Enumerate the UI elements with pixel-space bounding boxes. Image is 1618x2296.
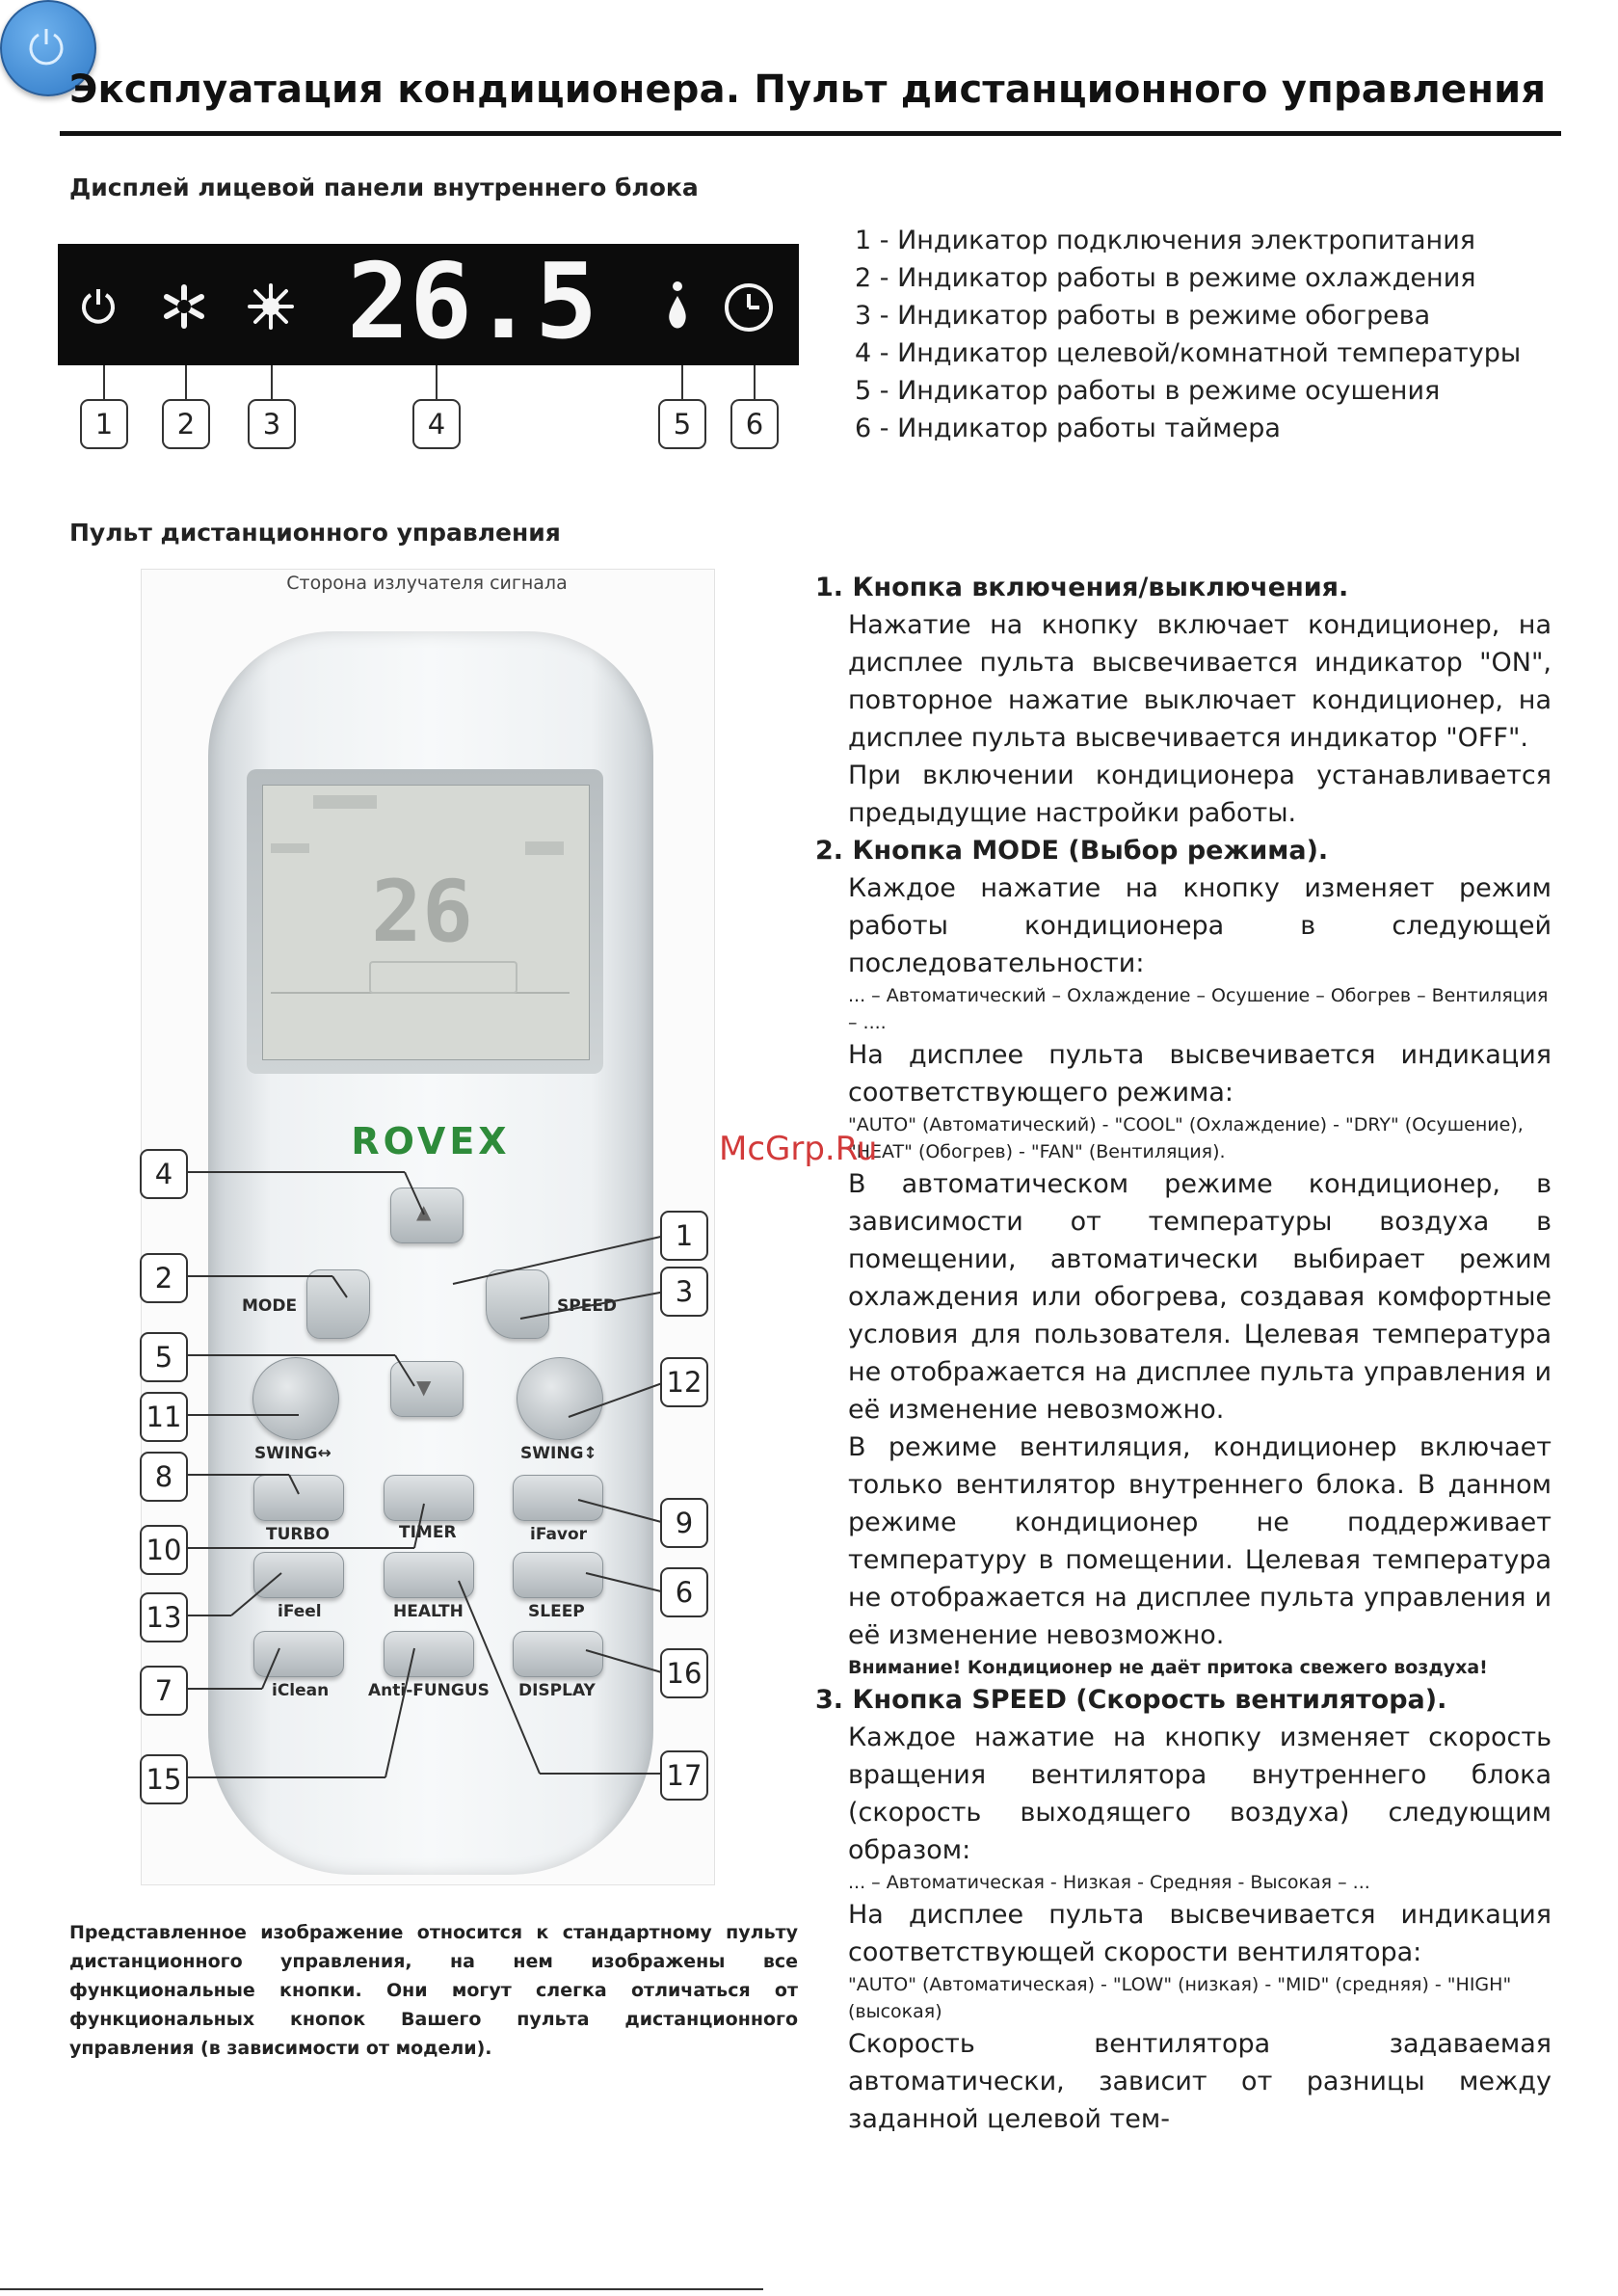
remote-callout-11: 11 — [140, 1392, 188, 1442]
description-column — [815, 569, 1552, 2138]
legend-item-5: 5 - Индикатор работы в режиме осушения — [855, 376, 1441, 406]
lcd-segment — [525, 841, 564, 855]
item3-paragraph-2: На дисплее пульта высвечивается индикация соответствующей скорости вентилятора: — [848, 1900, 1552, 1967]
remote-callout-5: 5 — [140, 1332, 188, 1382]
remote-callout-4: 4 — [140, 1149, 188, 1199]
remote-callout-16: 16 — [660, 1648, 708, 1698]
panel-callout-1: 1 — [80, 399, 128, 449]
item3-paragraph-3: Скорость вентилятора задаваемая автоматически, зависит от разницы между заданной целевой тем- — [848, 2029, 1552, 2134]
remote-callout-lines — [0, 1108, 732, 1802]
panel-callout-4: 4 — [412, 399, 461, 449]
item3-speeds: "AUTO" (Автоматическая) - "LOW" (низкая) - "MID" (средняя) - "HIGH" (высокая) — [848, 1974, 1512, 2022]
remote-callout-13: 13 — [140, 1592, 188, 1642]
arrow-up-icon: ▲ — [416, 1200, 432, 1223]
lcd-segment — [271, 843, 309, 853]
display-label: DISPLAY — [518, 1681, 596, 1700]
remote-callout-15: 15 — [140, 1754, 188, 1804]
legend-item-4: 4 - Индикатор целевой/комнатной температуры — [855, 338, 1522, 368]
sleep-label: SLEEP — [528, 1602, 585, 1621]
panel-heading: Дисплей лицевой панели внутреннего блока — [69, 174, 699, 201]
item2-paragraph-2: На дисплее пульта высвечивается индикация соответствующего режима: — [848, 1040, 1552, 1108]
remote-callout-3: 3 — [660, 1267, 708, 1317]
item2-paragraph-4: В режиме вентиляция, кондиционер включает только вентилятор внутреннего блока. В данном режиме кондиционер не поддерживает температуру в помещении. Целевая температура не отображается на дисплее пульта управления и её изменение невозможно. — [848, 1432, 1552, 1650]
iclean-label: iClean — [272, 1681, 330, 1700]
turbo-label: TURBO — [266, 1525, 330, 1544]
remote-callout-12: 12 — [660, 1357, 708, 1407]
legend-item-3: 3 - Индикатор работы в режиме обогрева — [855, 301, 1431, 331]
item2-heading: 2. Кнопка MODE (Выбор режима). — [815, 836, 1329, 866]
item2-paragraph-1: Каждое нажатие на кнопку изменяет режим работы кондиционера в следующей последовательности: — [848, 873, 1552, 978]
remote-callout-8: 8 — [140, 1452, 188, 1502]
lcd-segment — [369, 961, 517, 994]
speed-label: SPEED — [557, 1296, 618, 1316]
remote-callout-6: 6 — [660, 1567, 708, 1617]
item3-heading: 3. Кнопка SPEED (Скорость вентилятора). — [815, 1685, 1447, 1715]
panel-callout-6: 6 — [730, 399, 779, 449]
swing-horizontal-label: SWING↔ — [254, 1444, 332, 1463]
item3-sequence: ... – Автоматическая - Низкая - Средняя - Высокая – ... — [848, 1872, 1370, 1893]
panel-callout-5: 5 — [658, 399, 706, 449]
brand-logo: ROVEX — [351, 1120, 511, 1162]
item1-paragraph-2: При включении кондиционера устанавливается предыдущие настройки работы. — [848, 761, 1552, 828]
panel-temperature: 26.5 — [347, 242, 598, 362]
item1-heading: 1. Кнопка включения/выключения. — [815, 573, 1349, 602]
remote-callout-9: 9 — [660, 1498, 708, 1548]
arrow-down-icon: ▼ — [416, 1375, 432, 1399]
item2-paragraph-3: В автоматическом режиме кондиционер, в зависимости от температуры воздуха в помещении, автоматически выбирает режим охлаждения или обогрева, создавая комфортные условия для пользователя. Целевая температура не отображается на дисплее пульта управления и её изменение невозможно. — [848, 1169, 1552, 1425]
ifavor-label: iFavor — [530, 1525, 588, 1544]
page-title: Эксплуатация кондиционера. Пульт дистанционного управления — [69, 67, 1547, 112]
remote-lcd — [262, 785, 590, 1060]
bottom-divider — [0, 2288, 763, 2290]
remote-callout-7: 7 — [140, 1666, 188, 1716]
emitter-caption: Сторона излучателя сигнала — [286, 573, 568, 594]
remote-callout-10: 10 — [140, 1525, 188, 1575]
antifungus-label: Anti-FUNGUS — [368, 1681, 490, 1700]
legend-item-2: 2 - Индикатор работы в режиме охлаждения — [855, 263, 1476, 293]
power-icon — [23, 23, 69, 69]
panel-callout-2: 2 — [162, 399, 210, 449]
item2-sequence: ... – Автоматический – Охлаждение – Осушение – Обогрев – Вентиляция – .... — [848, 985, 1549, 1033]
swing-vertical-label: SWING↕ — [520, 1444, 597, 1463]
legend-item-1: 1 - Индикатор подключения электропитания — [855, 226, 1475, 255]
item2-modes: "AUTO" (Автоматический) - "COOL" (Охлаждение) - "DRY" (Осушение), "HEAT" (Обогрев) - "FAN" (Вентиляция). — [848, 1114, 1524, 1162]
item1-paragraph-1: Нажатие на кнопку включает кондиционер, на дисплее пульта высвечивается индикатор "ON", повторное нажатие выключает кондиционер, на дисплее пульта высвечивается индикатор "OFF". — [848, 610, 1552, 753]
remote-callout-1: 1 — [660, 1211, 708, 1261]
panel-callout-3: 3 — [248, 399, 296, 449]
legend-item-6: 6 - Индикатор работы таймера — [855, 414, 1281, 443]
remote-footnote: Представленное изображение относится к стандартному пульту дистанционного управления, на нем изображены все функциональные кнопки. Они могут слегка отличаться от функциональных кнопок Вашего пульта дистанционного управления (в зависимости от модели). — [69, 1922, 798, 2059]
lcd-temperature: 26 — [371, 862, 473, 961]
watermark: McGrp.Ru — [719, 1130, 878, 1168]
remote-heading: Пульт дистанционного управления — [69, 519, 561, 547]
remote-callout-17: 17 — [660, 1750, 708, 1801]
item2-warning: Внимание! Кондиционер не даёт притока свежего воздуха! — [848, 1657, 1488, 1678]
timer-label: TIMER — [399, 1523, 457, 1542]
ifeel-label: iFeel — [278, 1602, 322, 1621]
mode-label: MODE — [242, 1296, 298, 1316]
lcd-segment — [313, 795, 377, 809]
health-label: HEALTH — [393, 1602, 464, 1621]
remote-callout-2: 2 — [140, 1253, 188, 1303]
item3-paragraph-1: Каждое нажатие на кнопку изменяет скорость вращения вентилятора внутреннего блока (скорость выходящего воздуха) следующим образом: — [848, 1722, 1552, 1865]
